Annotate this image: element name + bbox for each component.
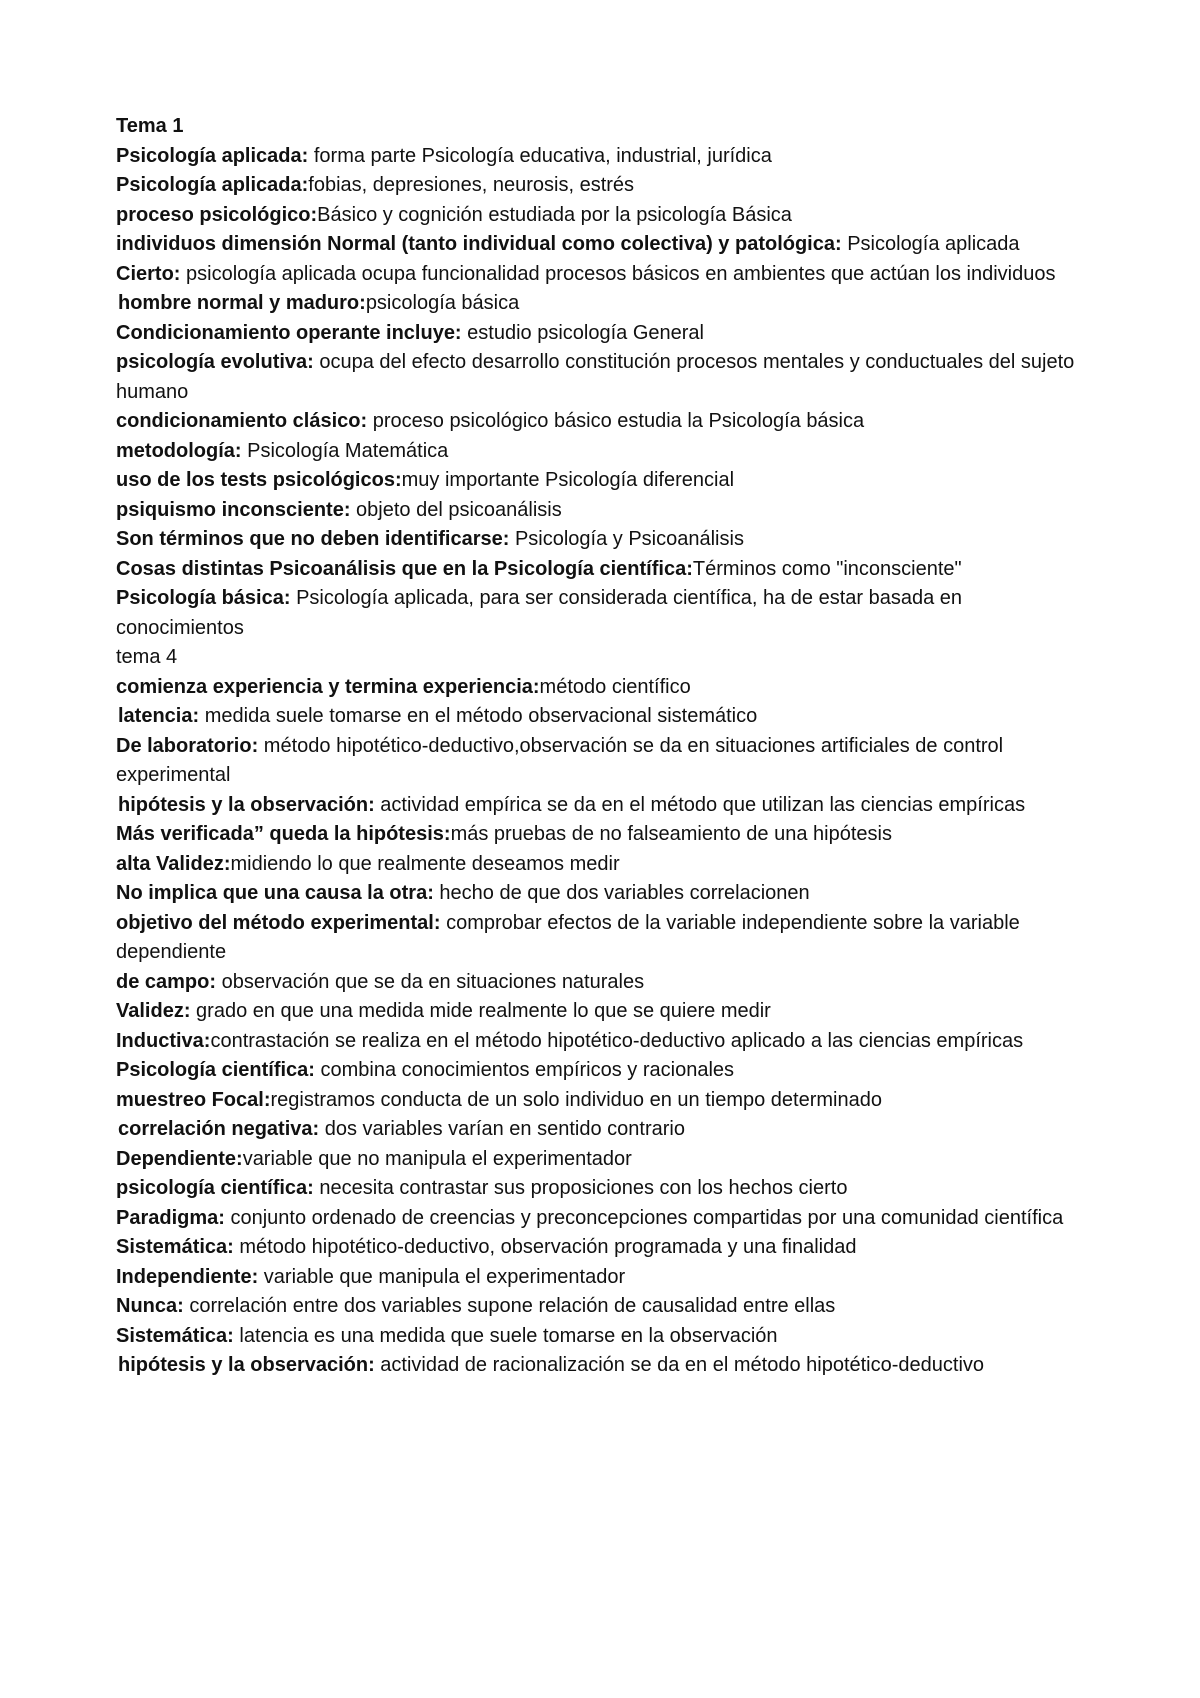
- line-16: Psicología básica: Psicología aplicada, para ser considerada científica, ha de estar basada en conocimientos: [116, 587, 963, 639]
- line-14: Son términos que no deben identificarse: Psicología y Psicoanálisis: [116, 528, 744, 550]
- line-12: uso de los tests psicológicos:muy importante Psicología diferencial: [116, 469, 735, 491]
- line-21: hipótesis y la observación: actividad empírica se da en el método que utilizan las ciencias empíricas: [118, 793, 1026, 816]
- line-35: Sistemática: método hipotético-deductivo, observación programada y una finalidad: [116, 1236, 857, 1258]
- line-23: alta Validez:midiendo lo que realmente deseamos medir: [116, 852, 620, 875]
- line-04: proceso psicológico:Básico y cognición estudiada por la psicología Básica: [116, 203, 792, 226]
- line-05: individuos dimensión Normal (tanto individual como colectiva) y patológica: Psicología aplicada: [116, 233, 1020, 255]
- line-03: Psicología aplicada:fobias, depresiones, neurosis, estrés: [116, 174, 635, 196]
- line-27: Validez: grado en que una medida mide realmente lo que se quiere medir: [116, 1000, 771, 1022]
- line-06: Cierto: psicología aplicada ocupa funcionalidad procesos básicos en ambientes que actúan los individuos: [116, 262, 1056, 285]
- line-34: Paradigma: conjunto ordenado de creencias y preconcepciones compartidas por una comunidad científica: [116, 1206, 1064, 1229]
- line-17: tema 4: [116, 646, 178, 668]
- line-10: condicionamiento clásico: proceso psicológico básico estudia la Psicología básica: [116, 410, 865, 432]
- line-08: Condicionamiento operante incluye: estudio psicología General: [116, 321, 704, 344]
- document-body: [116, 112, 1086, 1381]
- line-22: Más verificada” queda la hipótesis:más pruebas de no falseamiento de una hipótesis: [116, 823, 892, 845]
- line-01: Tema 1: [116, 115, 184, 137]
- line-25: objetivo del método experimental: comprobar efectos de la variable independiente sobre la variable dependiente: [116, 911, 1020, 963]
- line-20: De laboratorio: método hipotético-deductivo,observación se da en situaciones artificiales de control experimental: [116, 734, 1004, 786]
- line-13: psiquismo inconsciente: objeto del psicoanálisis: [116, 498, 562, 521]
- line-32: Dependiente:variable que no manipula el experimentador: [116, 1147, 632, 1170]
- line-24: No implica que una causa la otra: hecho de que dos variables correlacionen: [116, 882, 810, 904]
- line-15: Cosas distintas Psicoanálisis que en la Psicología científica:Términos como "inconsciente": [116, 557, 962, 580]
- line-02: Psicología aplicada: forma parte Psicología educativa, industrial, jurídica: [116, 144, 772, 167]
- line-37: Nunca: correlación entre dos variables supone relación de causalidad entre ellas: [116, 1295, 836, 1317]
- line-26: de campo: observación que se da en situaciones naturales: [116, 970, 645, 993]
- line-31: correlación negativa: dos variables varían en sentido contrario: [118, 1118, 685, 1140]
- line-36: Independiente: variable que manipula el experimentador: [116, 1265, 626, 1288]
- line-33: psicología científica: necesita contrastar sus proposiciones con los hechos cierto: [116, 1177, 848, 1199]
- line-19: latencia: medida suele tomarse en el método observacional sistemático: [118, 705, 758, 727]
- line-09: psicología evolutiva: ocupa del efecto desarrollo constitución procesos mentales y conductuales del sujeto humano: [116, 351, 1075, 403]
- line-29: Psicología científica: combina conocimientos empíricos y racionales: [116, 1059, 735, 1081]
- line-38: Sistemática: latencia es una medida que suele tomarse en la observación: [116, 1324, 778, 1347]
- line-07: hombre normal y maduro:psicología básica: [118, 292, 520, 314]
- line-28: Inductiva:contrastación se realiza en el método hipotético-deductivo aplicado a las ciencias empíricas: [116, 1029, 1024, 1052]
- line-11: metodología: Psicología Matemática: [116, 439, 449, 462]
- line-39: hipótesis y la observación: actividad de racionalización se da en el método hipotético-deductivo: [118, 1354, 985, 1376]
- line-30: muestreo Focal:registramos conducta de un solo individuo en un tiempo determinado: [116, 1088, 882, 1111]
- line-18: comienza experiencia y termina experiencia:método científico: [116, 675, 691, 698]
